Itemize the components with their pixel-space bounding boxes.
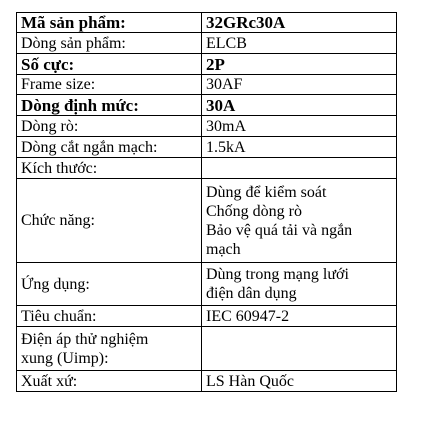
spec-label: Dòng cắt ngắn mạch:	[17, 137, 202, 158]
spec-row-dimensions	[17, 158, 397, 179]
spec-value	[202, 158, 397, 179]
spec-label: Frame size:	[17, 75, 202, 95]
spec-value: 2P	[202, 54, 397, 75]
spec-label: Dòng rò:	[17, 116, 202, 137]
spec-row-leakage-current	[17, 116, 397, 137]
product-spec-table	[16, 12, 397, 392]
spec-row-rated-current	[17, 95, 397, 116]
spec-label: Mã sản phẩm:	[17, 13, 202, 33]
spec-label-line: xung (Uimp):	[21, 349, 109, 367]
spec-value	[202, 179, 397, 263]
spec-value-line: mạch	[206, 240, 241, 258]
spec-label: Ứng dụng:	[17, 263, 202, 306]
spec-value: 30mA	[202, 116, 397, 137]
spec-label	[17, 327, 202, 371]
spec-value: LS Hàn Quốc	[202, 371, 397, 392]
spec-row-frame-size	[17, 75, 397, 95]
spec-value: 32GRc30A	[202, 13, 397, 33]
spec-value	[202, 327, 397, 371]
spec-label: Dòng định mức:	[17, 95, 202, 116]
spec-label: Chức năng:	[17, 179, 202, 263]
spec-row-application	[17, 263, 397, 306]
spec-row-product-code	[17, 13, 397, 33]
spec-row-product-line	[17, 33, 397, 54]
spec-value	[202, 263, 397, 306]
spec-label-line: Điện áp thử nghiệm	[21, 330, 149, 348]
spec-row-origin	[17, 371, 397, 392]
spec-value-line: Dùng để kiểm soát	[206, 183, 327, 201]
spec-value-line: Dùng trong mạng lưới	[206, 266, 349, 283]
spec-label: Số cực:	[17, 54, 202, 75]
spec-value: IEC 60947-2	[202, 306, 397, 327]
spec-label: Xuất xứ:	[17, 371, 202, 392]
spec-value: ELCB	[202, 33, 397, 54]
spec-value: 30A	[202, 95, 397, 116]
spec-row-poles	[17, 54, 397, 75]
spec-value: 30AF	[202, 75, 397, 95]
spec-row-impulse-voltage	[17, 327, 397, 371]
spec-value-line: Bảo vệ quá tải và ngắn	[206, 221, 353, 239]
spec-row-function	[17, 179, 397, 263]
spec-label: Tiêu chuẩn:	[17, 306, 202, 327]
spec-value: 1.5kA	[202, 137, 397, 158]
spec-value-line: điện dân dụng	[206, 285, 297, 302]
spec-row-breaking-capacity	[17, 137, 397, 158]
spec-label: Kích thước:	[17, 158, 202, 179]
spec-row-standard	[17, 306, 397, 327]
spec-value-line: Chống dòng rò	[206, 202, 302, 220]
spec-label: Dòng sản phẩm:	[17, 33, 202, 54]
